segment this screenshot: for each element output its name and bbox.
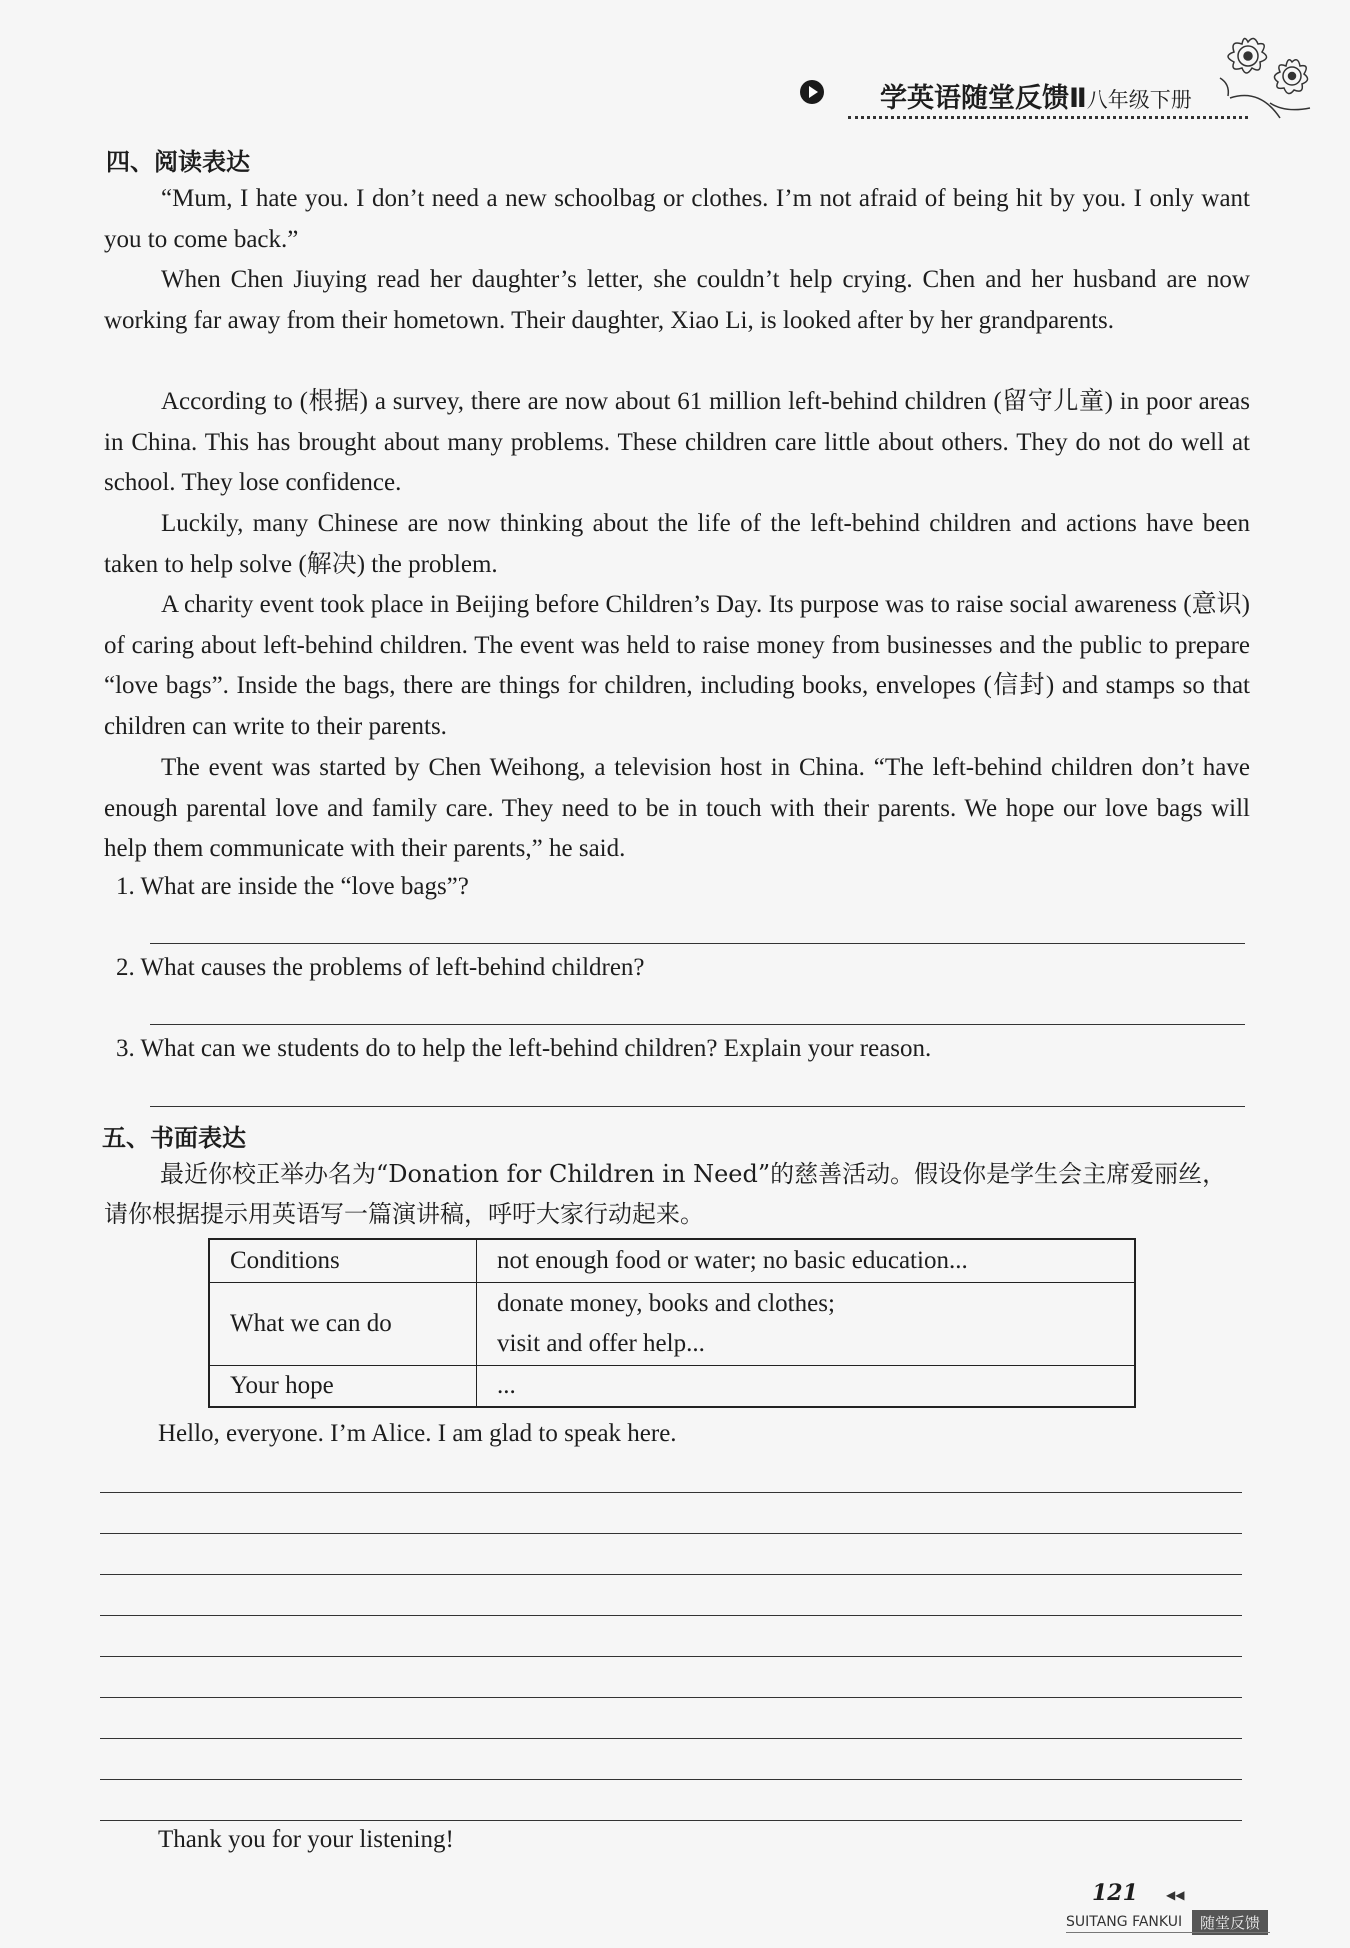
book-title bbox=[880, 76, 1192, 115]
footer-rule bbox=[1066, 1932, 1270, 1933]
table-row bbox=[209, 1239, 1135, 1283]
book-grade: 八年级下册 bbox=[1086, 88, 1192, 112]
writing-line[interactable] bbox=[100, 1492, 1242, 1493]
paragraph-text: When Chen Jiuying read her daughter’s letter, she couldn’t help crying. Chen and her husband are now working far away from their hometown. Their daughter, Xiao Li, is looked after by her grandparents. bbox=[104, 266, 1250, 334]
answer-line-2[interactable] bbox=[150, 1024, 1245, 1025]
reading-paragraph-5 bbox=[104, 585, 1250, 748]
book-title-text: 学英语随堂反馈Ⅱ bbox=[880, 83, 1087, 114]
writing-line[interactable] bbox=[100, 1656, 1242, 1657]
play-circle-icon bbox=[800, 80, 824, 104]
table-cell-value bbox=[477, 1283, 1136, 1366]
section-4-title: 四、阅读表达 bbox=[106, 148, 250, 176]
table-row bbox=[209, 1366, 1135, 1408]
question-3: 3. What can we students do to help the left-behind children? Explain your reason. bbox=[116, 1035, 932, 1062]
paragraph-text: The event was started by Chen Weihong, a television host in China. “The left-behind children don’t have enough parental love and family care. They need to be in touch with their parents. We hope our love bags will help them communicate with their parents,” he said. bbox=[104, 754, 1250, 863]
table-cell-key: What we can do bbox=[209, 1283, 477, 1366]
table-row bbox=[209, 1283, 1135, 1366]
flower-decoration-icon bbox=[1210, 28, 1330, 138]
writing-line[interactable] bbox=[100, 1574, 1242, 1575]
writing-prompt-text: 最近你校正举办名为“Donation for Children in Need”的慈善活动。假设你是学生会主席爱丽丝，请你根据提示用英语写一篇演讲稿，呼吁大家行动起来。 bbox=[104, 1160, 1227, 1228]
page-number: 121 bbox=[1092, 1880, 1138, 1906]
reading-paragraph-4 bbox=[104, 504, 1250, 585]
writing-line[interactable] bbox=[100, 1820, 1242, 1821]
paragraph-text: “Mum, I hate you. I don’t need a new schoolbag or clothes. I’m not afraid of being hit by you. I only want you to come back.” bbox=[104, 185, 1250, 253]
paragraph-text: Luckily, many Chinese are now thinking about the life of the left-behind children and actions have been taken to help solve (解决) the problem. bbox=[104, 510, 1250, 578]
page-header bbox=[790, 70, 1260, 130]
paragraph-text: A charity event took place in Beijing before Children’s Day. Its purpose was to raise social awareness (意识) of caring about left-behind children. The event was held to raise money from businesses and the public to prepare “love bags”. Inside the bags, there are things for children, including books, envelopes (信封) and stamps so that children can write to their parents. bbox=[104, 591, 1250, 741]
table-cell-line: donate money, books and clothes; bbox=[497, 1290, 835, 1317]
question-1: 1. What are inside the “love bags”? bbox=[116, 873, 469, 900]
question-2: 2. What causes the problems of left-behind children? bbox=[116, 954, 645, 981]
double-arrow-left-icon: ◀◀ bbox=[1166, 1888, 1185, 1902]
table-cell-key: Your hope bbox=[209, 1366, 477, 1408]
writing-line[interactable] bbox=[100, 1779, 1242, 1780]
paragraph-text: According to (根据) a survey, there are now about 61 million left-behind children (留守儿童) in poor areas in China. This has brought about many problems. These children care little about others. They do not do well at school. They lose confidence. bbox=[104, 388, 1250, 497]
section-5-title: 五、书面表达 bbox=[102, 1124, 246, 1152]
table-cell-key: Conditions bbox=[209, 1239, 477, 1283]
footer-brand: SUITANG FANKUI bbox=[1066, 1914, 1183, 1930]
writing-prompt bbox=[104, 1154, 1250, 1234]
speech-closing: Thank you for your listening! bbox=[158, 1826, 454, 1853]
answer-line-3[interactable] bbox=[150, 1106, 1245, 1107]
writing-line[interactable] bbox=[100, 1533, 1242, 1534]
answer-line-1[interactable] bbox=[150, 943, 1245, 944]
footer-badge: 随堂反馈 bbox=[1192, 1910, 1268, 1935]
hint-table bbox=[208, 1238, 1136, 1408]
reading-paragraph-6 bbox=[104, 748, 1250, 870]
reading-paragraph-1 bbox=[104, 179, 1250, 260]
table-cell-value: ... bbox=[477, 1366, 1136, 1408]
reading-paragraph-2 bbox=[104, 260, 1250, 341]
writing-line[interactable] bbox=[100, 1615, 1242, 1616]
writing-line[interactable] bbox=[100, 1697, 1242, 1698]
table-cell-value: not enough food or water; no basic education... bbox=[477, 1239, 1136, 1283]
table-cell-line: visit and offer help... bbox=[497, 1330, 705, 1357]
reading-paragraph-3 bbox=[104, 382, 1250, 504]
writing-line[interactable] bbox=[100, 1738, 1242, 1739]
header-dotted-rule bbox=[848, 116, 1248, 119]
speech-opening: Hello, everyone. I’m Alice. I am glad to speak here. bbox=[158, 1420, 677, 1447]
